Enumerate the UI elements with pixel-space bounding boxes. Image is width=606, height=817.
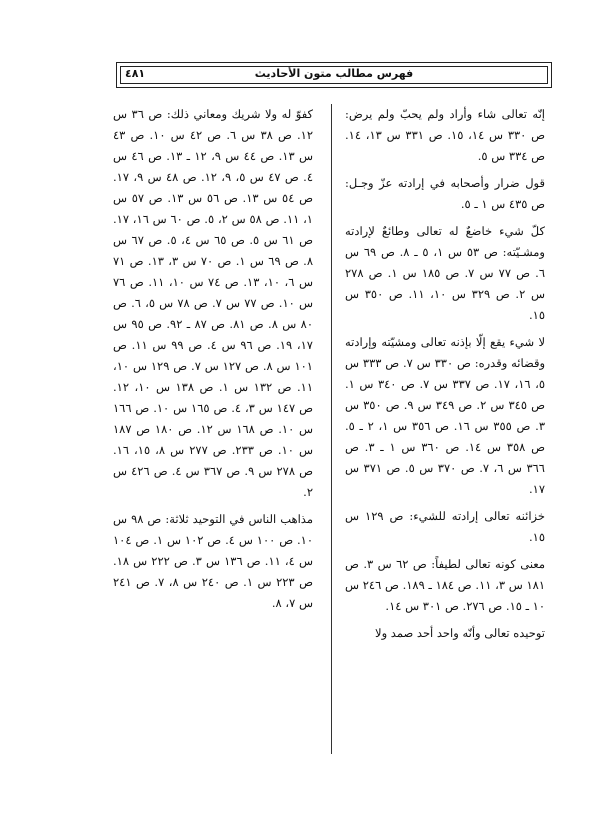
index-entry: مذاهب الناس في التوحيد ثلاثة: ص ٩٨ س ١٠. ص ١٠٠ س ٤. ص ١٠٢ س ١. ص ١٠٤ س ٤، ١١. ص ١٣٦ س ٣. ص ٢٢٢ س ١٨. ص ٢٢٣ س ١. ص ٢٤٠ س ٨، ٧. ص ٢٤١ س ٧، ٨. <box>113 512 314 610</box>
index-entry: معنى كونه تعالى لطيفاً: ص ٦٢ س ٣. ص ١٨١ س ٣، ١١. ص ١٨٤ ـ ١٨٩. ص ٢٤٦ س ١٠ ـ ١٥. ص ٢٧٦. ص ٣٠١ س ١٤. <box>345 557 546 613</box>
header-title: فهرس مطالب متون الأحاديث <box>254 67 414 80</box>
page-header <box>116 62 552 88</box>
index-entry: كفوّ له ولا شريك ومعاني ذلك: ص ٣٦ س ١٢. ص ٣٨ س ٦. ص ٤٢ س ١٠. ص ٤٣ س ١٣. ص ٤٤ س ٩، ١٢ ـ ١٣. ص ٤٦ س ٤. ص ٤٧ س ٥، ٩، ١٢. ص ٤٨ س ٩، ١٧. ص ٥٤ س ١٣. ص ٥٦ س ١٣. ص ٥٧ س ١، ١١. ص ٥٨ س ٢، ٥. ص ٦٠ س ١٦، ١٧. ص ٦١ س ٥. ص ٦٥ س ٤، ٥. ص ٦٧ س ٨. ص ٦٩ س ١. ص ٧٠ س ٣، ١٣. ص ٧١ س ٦، ١٠، ١٣. ص ٧٤ س ١٠، ١١. ص ٧٦ س ١٠. ص ٧٧ س ٧. ص ٧٨ س ٥، ٦. ص ٨٠ س ٨. ص ٨١. ص ٨٧ ـ ٩٢. ص ٩٥ س ١٧، ١٩. ص ٩٦ س ٤. ص ٩٩ س ١١. ص ١٠١ س ٨. ص ١٢٧ س ٧. ص ١٢٩ س ١٠، ١١. ص ١٣٢ س ١. ص ١٣٨ س ١٠، ١٢. ص ١٤٧ س ٣، ٤. ص ١٦٥ س ١٠. ص ١٦٦ س ١٠. ص ١٦٨ س ١٢. ص ١٨٠ ص ١٨٧ س ١٠. ص ٢٣٣. ص ٢٧٧ س ٨، ١٥، ١٦. ص ٢٧٨ س ٩. ص ٣٦٧ س ٤. ص ٤٢٦ س ٢. <box>113 107 314 499</box>
page-number: ٤٨١ <box>125 67 146 80</box>
index-entry: توحيده تعالى وأنّه واحد أحد صمد ولا <box>375 626 545 640</box>
column-divider <box>331 104 332 754</box>
index-entry: إنّه تعالى شاء وأراد ولم يحبّ ولم يرض: ص ٣٣٠ س ١٤، ١٥. ص ٣٣١ س ١٣، ١٤. ص ٣٣٤ س ٥. <box>345 107 546 163</box>
right-column <box>345 104 545 650</box>
left-column <box>113 104 313 620</box>
index-entry: قول ضرار وأصحابه في إرادته عزّ وجـل: ص ٤٣٥ س ١ ـ ٥. <box>345 176 545 211</box>
index-entry: كلّ شيء خاضعٌ له تعالى وطائعٌ لإرادته ومشـيّته: ص ٥٣ س ١، ٥ ـ ٨. ص ٦٩ س ٦. ص ٧٧ س ٧. ص ١٨٥ س ١. ص ٢٧٨ س ٢. ص ٣٢٩ س ١٠، ١١. ص ٣٥٠ س ١٥. <box>345 224 546 322</box>
index-entry: خزائنه تعالى إرادته للشيء: ص ١٢٩ س ١٥. <box>345 509 545 544</box>
index-entry: لا شيء يقع إلّا بإذنه تعالى ومشيّته وإرادته وقضائه وقدره: ص ٣٣٠ س ٧. ص ٣٣٣ س ٥، ١٦، ١٧. ص ٣٣٧ س ٧. ص ٣٤٠ س ١. ص ٣٤٥ س ٢. ص ٣٤٩ س ٩. ص ٣٥٠ س ٣. ص ٣٥٥ س ١٦. ص ٣٥٦ س ١، ٢ ـ ٥. ص ٣٥٨ س ١٤. ص ٣٦٠ س ١ ـ ٣. ص ٣٦٦ س ٦، ٧. ص ٣٧٠ س ٥. ص ٣٧١ س ١٧. <box>345 335 546 496</box>
